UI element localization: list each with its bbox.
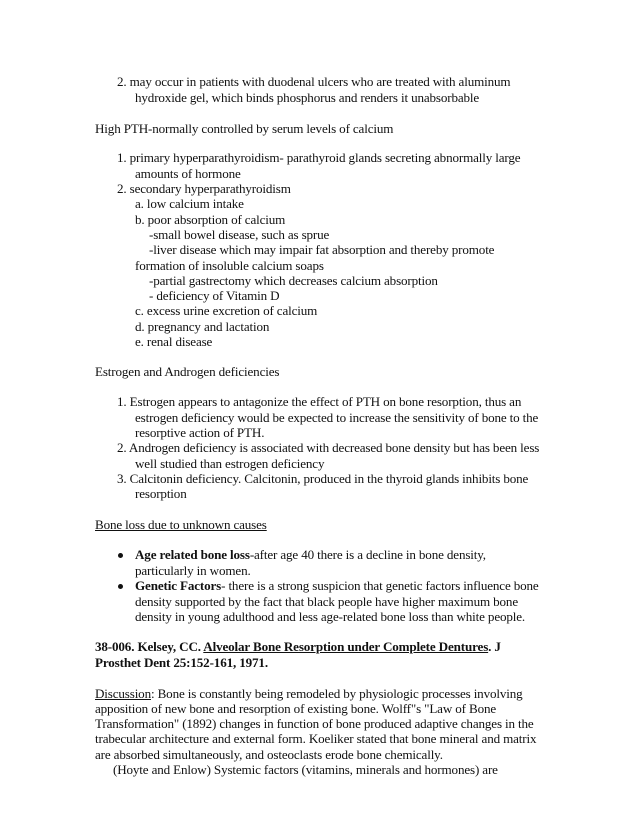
bullet-age-term: Age related bone loss	[135, 547, 250, 562]
pth-sub-b-4: - deficiency of Vitamin D	[149, 288, 280, 303]
pth-sub-a: a. low calcium intake	[135, 196, 244, 211]
hypo-item-2-line-2: hydroxide gel, which binds phosphorus and renders it unabsorbable	[135, 90, 480, 105]
pth-sub-b-1: -small bowel disease, such as sprue	[149, 227, 330, 242]
bullet-dot-icon	[118, 584, 123, 589]
hypo-item-2-line-1: 2. may occur in patients with duodenal ulcers who are treated with aluminum	[117, 74, 511, 89]
est-item-1-line-1: 1. Estrogen appears to antagonize the effect of PTH on bone resorption, thus an	[117, 394, 522, 409]
bullet-genetic-line-3: density in young adulthood and less age-related bone loss than white people.	[135, 609, 526, 624]
heading-estrogen: Estrogen and Androgen deficiencies	[95, 364, 280, 379]
heading-high-pth: High PTH-normally controlled by serum levels of calcium	[95, 121, 394, 136]
pth-item-1-line-2: amounts of hormone	[135, 166, 241, 181]
citation-line-2: Prosthet Dent 25:152-161, 1971.	[95, 655, 268, 670]
citation-suffix: . J	[488, 639, 501, 654]
pth-sub-b-2: -liver disease which may impair fat absorption and thereby promote	[149, 242, 495, 257]
discussion-line-3: Transformation" (1892) changes in function of bone produced adaptive changes in the	[95, 716, 534, 731]
est-item-2-line-1: 2. Androgen deficiency is associated with decreased bone density but has been less	[117, 440, 540, 455]
bullet-age-line-2: particularly in women.	[135, 563, 251, 578]
pth-sub-d: d. pregnancy and lactation	[135, 319, 270, 334]
bullet-dot-icon	[118, 553, 123, 558]
discussion-line-4: trabecular architecture and external form. Koeliker stated that bone mineral and matrix	[95, 731, 537, 746]
pth-sub-b: b. poor absorption of calcium	[135, 212, 286, 227]
citation-title: Alveolar Bone Resorption under Complete Dentures	[203, 639, 489, 654]
bullet-genetic-text: - there is a strong suspicion that genetic factors influence bone	[221, 578, 539, 593]
est-item-1-line-3: resorptive action of PTH.	[135, 425, 265, 440]
citation-prefix: 38-006. Kelsey, CC.	[95, 639, 204, 654]
discussion-line-1	[95, 686, 523, 702]
est-item-2-line-2: well studied than estrogen deficiency	[135, 456, 325, 471]
est-item-3-line-1: 3. Calcitonin deficiency. Calcitonin, produced in the thyroid glands inhibits bone	[117, 471, 529, 486]
bullet-genetic-term: Genetic Factors	[135, 578, 222, 593]
bullet-genetic-line-1	[135, 578, 539, 594]
discussion-line-5: are absorbed simultaneously, and osteoclasts erode bone chemically.	[95, 747, 443, 762]
pth-item-1-line-1: 1. primary hyperparathyroidism- parathyroid glands secreting abnormally large	[117, 150, 521, 165]
discussion-label: Discussion	[95, 686, 151, 701]
est-item-3-line-2: resorption	[135, 486, 187, 501]
pth-sub-c: c. excess urine excretion of calcium	[135, 303, 318, 318]
est-item-1-line-2: estrogen deficiency would be expected to increase the sensitivity of bone to the	[135, 410, 539, 425]
discussion-line-6: (Hoyte and Enlow) Systemic factors (vitamins, minerals and hormones) are	[113, 762, 498, 777]
discussion-first: : Bone is constantly being remodeled by physiologic processes involving	[150, 686, 523, 701]
bullet-age-text: -after age 40 there is a decline in bone density,	[249, 547, 486, 562]
bullet-age-line-1	[135, 547, 486, 563]
pth-sub-b-3: -partial gastrectomy which decreases calcium absorption	[149, 273, 438, 288]
pth-sub-b-2-cont: formation of insoluble calcium soaps	[135, 258, 324, 273]
pth-sub-e: e. renal disease	[135, 334, 213, 349]
discussion-line-2: apposition of new bone and resorption of existing bone. Wolff"s "Law of Bone	[95, 701, 497, 716]
heading-unknown-causes: Bone loss due to unknown causes	[95, 517, 267, 532]
citation-line-1	[95, 639, 501, 655]
pth-item-2: 2. secondary hyperparathyroidism	[117, 181, 291, 196]
bullet-genetic-line-2: density supported by the fact that black people have higher maximum bone	[135, 594, 518, 609]
